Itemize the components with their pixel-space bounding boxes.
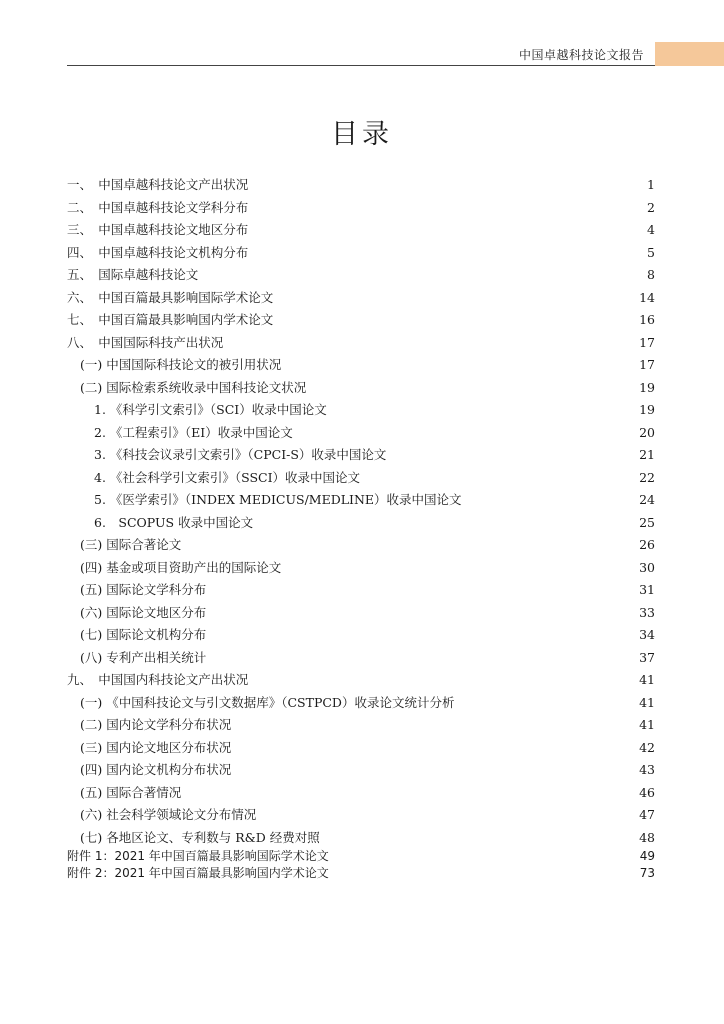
toc-entry-page: 21 [639, 447, 655, 462]
toc-entry-page: 41 [639, 694, 655, 710]
toc-entry-page: 17 [639, 357, 655, 372]
toc-entry[interactable] [0, 444, 724, 466]
toc-entry-page: 19 [639, 379, 655, 395]
toc-entry[interactable] [0, 467, 724, 489]
toc-entry-page: 26 [639, 537, 655, 552]
toc-entry[interactable] [0, 692, 724, 714]
toc-entry-page: 48 [639, 829, 655, 845]
toc-entry[interactable] [0, 512, 724, 534]
toc-entry[interactable] [0, 219, 724, 241]
toc-entry-title: 一、 中国卓越科技论文产出状况 [67, 177, 249, 192]
toc-entry[interactable] [0, 804, 724, 826]
toc-entry-page: 1 [647, 177, 655, 192]
toc-entry-page: 14 [639, 289, 655, 305]
toc-appendix-entry[interactable] [0, 847, 724, 865]
toc-entry-title: 九、 中国国内科技论文产出状况 [67, 672, 249, 687]
toc-entry-title: 二、 中国卓越科技论文学科分布 [67, 199, 249, 215]
toc-entry[interactable] [0, 197, 724, 219]
toc-entry-title: (五) 国际合著情况 [80, 784, 182, 800]
toc-entry-title: 七、 中国百篇最具影响国内学术论文 [67, 312, 274, 327]
toc-entry-page: 25 [639, 514, 655, 530]
toc-entry[interactable] [0, 377, 724, 399]
toc-entry[interactable] [0, 422, 724, 444]
toc-entry-page: 43 [639, 762, 655, 777]
toc-entry-title: (四) 基金或项目资助产出的国际论文 [80, 559, 282, 575]
toc-entry-title: 1. 《科学引文索引》（SCI）收录中国论文 [94, 402, 327, 417]
toc-entry-title: (一) 中国国际科技论文的被引用状况 [80, 357, 282, 372]
toc-entry[interactable] [0, 714, 724, 736]
toc-entry[interactable] [0, 827, 724, 849]
toc-entry-title: (一) 《中国科技论文与引文数据库》（CSTPCD）收录论文统计分析 [80, 694, 455, 710]
toc-entry-title: (七) 国际论文机构分布 [80, 627, 207, 642]
toc-entry-page: 22 [639, 469, 655, 485]
toc-entry[interactable] [0, 242, 724, 264]
toc-entry-page: 34 [639, 627, 655, 642]
toc-entry-page: 20 [639, 424, 655, 440]
toc-entry-title: 八、 中国国际科技产出状况 [67, 334, 224, 350]
toc-entry[interactable] [0, 287, 724, 309]
toc-entry[interactable] [0, 737, 724, 759]
toc-entry-page: 46 [639, 784, 655, 800]
toc-entry-page: 47 [639, 807, 655, 822]
toc-appendix-page: 49 [639, 849, 655, 863]
toc-entry-title: (二) 国内论文学科分布状况 [80, 717, 232, 732]
toc-entry[interactable] [0, 669, 724, 691]
toc-entry[interactable] [0, 759, 724, 781]
toc-entry-page: 16 [639, 312, 655, 327]
toc-entry-page: 33 [639, 604, 655, 620]
toc-entry[interactable] [0, 264, 724, 286]
toc-entry-title: 6. SCOPUS 收录中国论文 [94, 514, 254, 530]
toc-appendix-title: 附件 2：2021 年中国百篇最具影响国内学术论文 [67, 866, 329, 880]
toc-appendix-entry[interactable] [0, 864, 724, 882]
toc-entry[interactable] [0, 579, 724, 601]
toc-entry[interactable] [0, 332, 724, 354]
toc-entry-title: 四、 中国卓越科技论文机构分布 [67, 244, 249, 260]
toc-entry[interactable] [0, 534, 724, 556]
toc-entry-title: 六、 中国百篇最具影响国际学术论文 [67, 289, 274, 305]
toc-entry-page: 30 [639, 559, 655, 575]
toc-title: 目录 [331, 119, 393, 150]
toc-entry[interactable] [0, 174, 724, 196]
toc-entry[interactable] [0, 489, 724, 511]
header-accent-bar [655, 42, 724, 66]
toc-entry-page: 41 [639, 672, 655, 687]
toc-entry-page: 5 [647, 244, 655, 260]
toc-entry-title: (二) 国际检索系统收录中国科技论文状况 [80, 379, 307, 395]
toc-entry[interactable] [0, 557, 724, 579]
toc-entry[interactable] [0, 602, 724, 624]
toc-entry-title: (五) 国际论文学科分布 [80, 582, 207, 597]
toc-entry[interactable] [0, 399, 724, 421]
toc-entry-title: (三) 国内论文地区分布状况 [80, 739, 232, 755]
header-title: 中国卓越科技论文报告 [518, 48, 644, 62]
toc-appendix-title: 附件 1：2021 年中国百篇最具影响国际学术论文 [67, 849, 329, 863]
toc-entry-page: 37 [639, 649, 655, 665]
toc-entry-page: 17 [639, 334, 655, 350]
header-rule [67, 65, 655, 66]
toc-entry-title: (七) 各地区论文、专利数与 R&D 经费对照 [80, 829, 320, 845]
toc-entry-title: (八) 专利产出相关统计 [80, 649, 207, 665]
toc-entry-title: 4. 《社会科学引文索引》（SSCI）收录中国论文 [94, 469, 361, 485]
toc-entry-title: (六) 社会科学领域论文分布情况 [80, 807, 257, 822]
toc-appendix-page: 73 [639, 866, 655, 880]
toc-entry-page: 41 [639, 717, 655, 732]
toc-entry[interactable] [0, 354, 724, 376]
toc-entry-title: 三、 中国卓越科技论文地区分布 [67, 222, 249, 237]
toc-entry-title: 2. 《工程索引》（EI）收录中国论文 [94, 424, 293, 440]
toc-entry-page: 2 [647, 199, 655, 215]
toc-entry-title: 五、 国际卓越科技论文 [67, 267, 199, 282]
toc-entry-title: (六) 国际论文地区分布 [80, 604, 207, 620]
toc-entry-title: (四) 国内论文机构分布状况 [80, 762, 232, 777]
toc-entry-title: 3. 《科技会议录引文索引》（CPCI-S）收录中国论文 [94, 447, 387, 462]
toc-entry[interactable] [0, 647, 724, 669]
toc-entry-page: 42 [639, 739, 655, 755]
toc-entry-page: 24 [639, 492, 655, 507]
toc-entry-page: 8 [647, 267, 655, 282]
toc-entry-title: 5. 《医学索引》（INDEX MEDICUS/MEDLINE）收录中国论文 [94, 492, 462, 507]
toc-entry[interactable] [0, 624, 724, 646]
toc-entry[interactable] [0, 309, 724, 331]
toc-entry[interactable] [0, 782, 724, 804]
toc-entry-page: 31 [639, 582, 655, 597]
toc-entry-page: 4 [647, 222, 655, 237]
toc-entry-page: 19 [639, 402, 655, 417]
toc-entry-title: (三) 国际合著论文 [80, 537, 182, 552]
